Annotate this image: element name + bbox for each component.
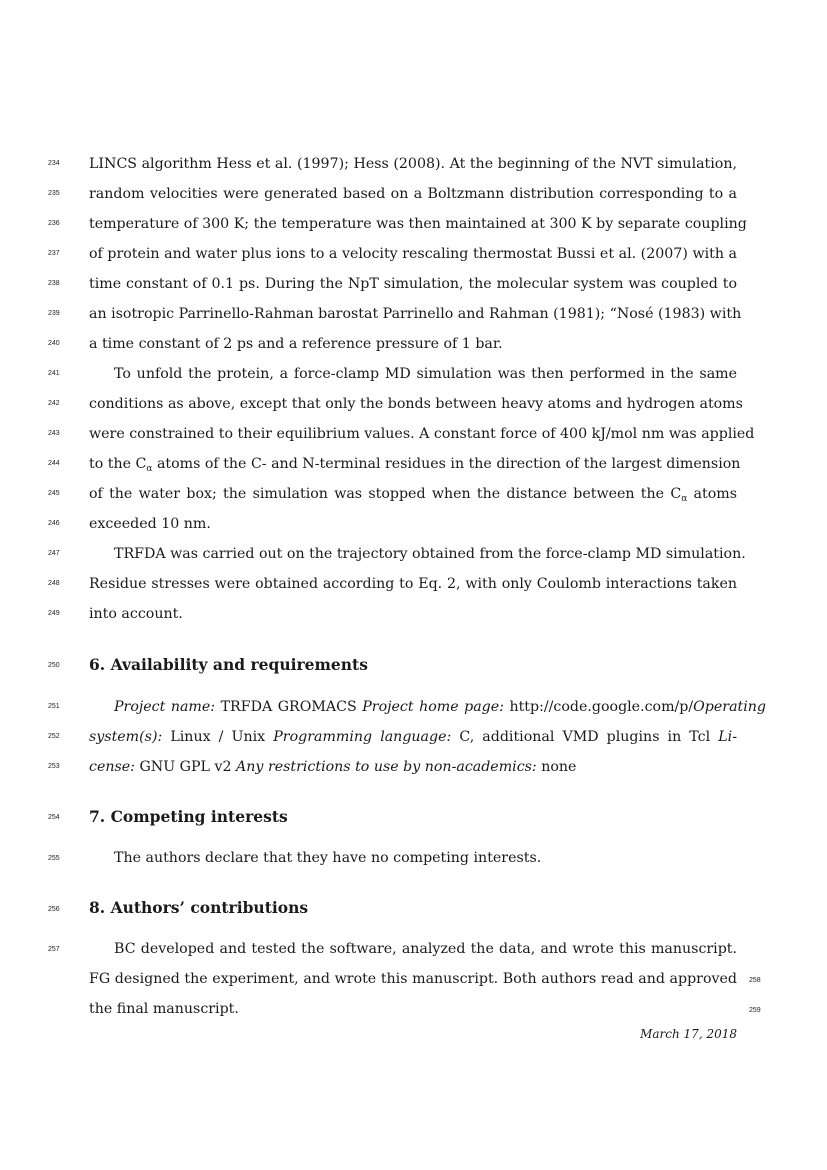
section-heading: 8. Authors’ contributions (89, 898, 309, 917)
text-line: Residue stresses were obtained according to Eq. 2, with only Coulomb interactions taken (89, 576, 737, 592)
text-line: a time constant of 2 ps and a reference pressure of 1 bar. (89, 336, 503, 352)
line-number: 239 (48, 310, 60, 317)
text-segment: atoms (687, 486, 737, 502)
italic-label: Li- (718, 729, 738, 745)
text-line (89, 455, 741, 478)
line-number: 249 (48, 610, 60, 617)
line-number: 234 (48, 160, 60, 167)
text-line: temperature of 300 K; the temperature was then maintained at 300 K by separate coupling (89, 216, 747, 232)
text-line: the final manuscript. (89, 1001, 239, 1017)
text-line: random velocities were generated based on a Boltzmann distribution corresponding to a (89, 186, 737, 202)
text-line (89, 758, 737, 776)
line-number: 246 (48, 520, 60, 527)
line-number: 240 (48, 340, 60, 347)
line-number: 257 (48, 946, 60, 953)
subscript-alpha: α (681, 494, 688, 504)
italic-label: cense: (89, 759, 135, 775)
line-number: 243 (48, 430, 60, 437)
text-line: FG designed the experiment, and wrote this manuscript. Both authors read and approved (89, 971, 737, 987)
line-number: 237 (48, 250, 60, 257)
line-number: 258 (749, 977, 761, 984)
line-number: 255 (48, 855, 60, 862)
line-number: 244 (48, 460, 60, 467)
line-number: 252 (48, 733, 60, 740)
text-line: an isotropic Parrinello-Rahman barostat Parrinello and Rahman (1981); “Nosé (1983) with (89, 306, 742, 322)
text-line: into account. (89, 606, 183, 622)
text-segment: Linux / Unix (162, 729, 274, 745)
text-segment: C, additional VMD plugins in Tcl (451, 729, 719, 745)
text-segment: none (536, 759, 577, 775)
footer-date: March 17, 2018 (640, 1027, 737, 1041)
text-line: exceeded 10 nm. (89, 516, 211, 532)
text-segment: of the water box; the simulation was stopped when the distance between the C (89, 486, 682, 502)
subscript-alpha: α (146, 464, 153, 474)
text-line: time constant of 0.1 ps. During the NpT simulation, the molecular system was coupled to (89, 276, 737, 292)
text-segment: http://code.google.com/p/ (503, 699, 694, 715)
italic-label: system(s): (89, 729, 163, 745)
text-line (89, 485, 737, 508)
text-line: The authors declare that they have no competing interests. (114, 850, 542, 866)
text-segment: GNU GPL v2 (134, 759, 237, 775)
line-number: 236 (48, 220, 60, 227)
text-segment: TRFDA GROMACS (215, 699, 363, 715)
italic-label: Any restrictions to use by non-academics: (236, 759, 537, 775)
line-number: 254 (48, 814, 60, 821)
text-line (89, 728, 737, 746)
line-number: 251 (48, 703, 60, 710)
section-heading: 6. Availability and requirements (89, 655, 368, 674)
text-segment: to the C (89, 456, 147, 472)
line-number: 248 (48, 580, 60, 587)
text-line (114, 698, 766, 716)
section-heading: 7. Competing interests (89, 807, 288, 826)
text-line: BC developed and tested the software, analyzed the data, and wrote this manuscript. (114, 941, 737, 957)
line-number: 235 (48, 190, 60, 197)
line-number: 241 (48, 370, 60, 377)
text-line: To unfold the protein, a force-clamp MD simulation was then performed in the same (114, 366, 737, 382)
text-line: were constrained to their equilibrium values. A constant force of 400 kJ/mol nm was applied (89, 426, 755, 442)
italic-label: Programming language: (273, 729, 452, 745)
italic-label: Project name: (114, 699, 216, 715)
text-line: LINCS algorithm Hess et al. (1997); Hess (2008). At the beginning of the NVT simulation, (89, 156, 737, 172)
line-number: 242 (48, 400, 60, 407)
line-number: 238 (48, 280, 60, 287)
text-segment: atoms of the C- and N-terminal residues in the direction of the largest dimension (152, 456, 741, 472)
line-number: 245 (48, 490, 60, 497)
text-line: TRFDA was carried out on the trajectory obtained from the force-clamp MD simulation. (114, 546, 746, 562)
line-number: 256 (48, 906, 60, 913)
text-line: of protein and water plus ions to a velocity rescaling thermostat Bussi et al. (2007) with a (89, 246, 737, 262)
line-number: 253 (48, 763, 60, 770)
italic-label: Operating (693, 699, 766, 715)
line-number: 259 (749, 1007, 761, 1014)
line-number: 247 (48, 550, 60, 557)
italic-label: Project home page: (362, 699, 504, 715)
text-line: conditions as above, except that only the bonds between heavy atoms and hydrogen atoms (89, 396, 743, 412)
line-number: 250 (48, 662, 60, 669)
